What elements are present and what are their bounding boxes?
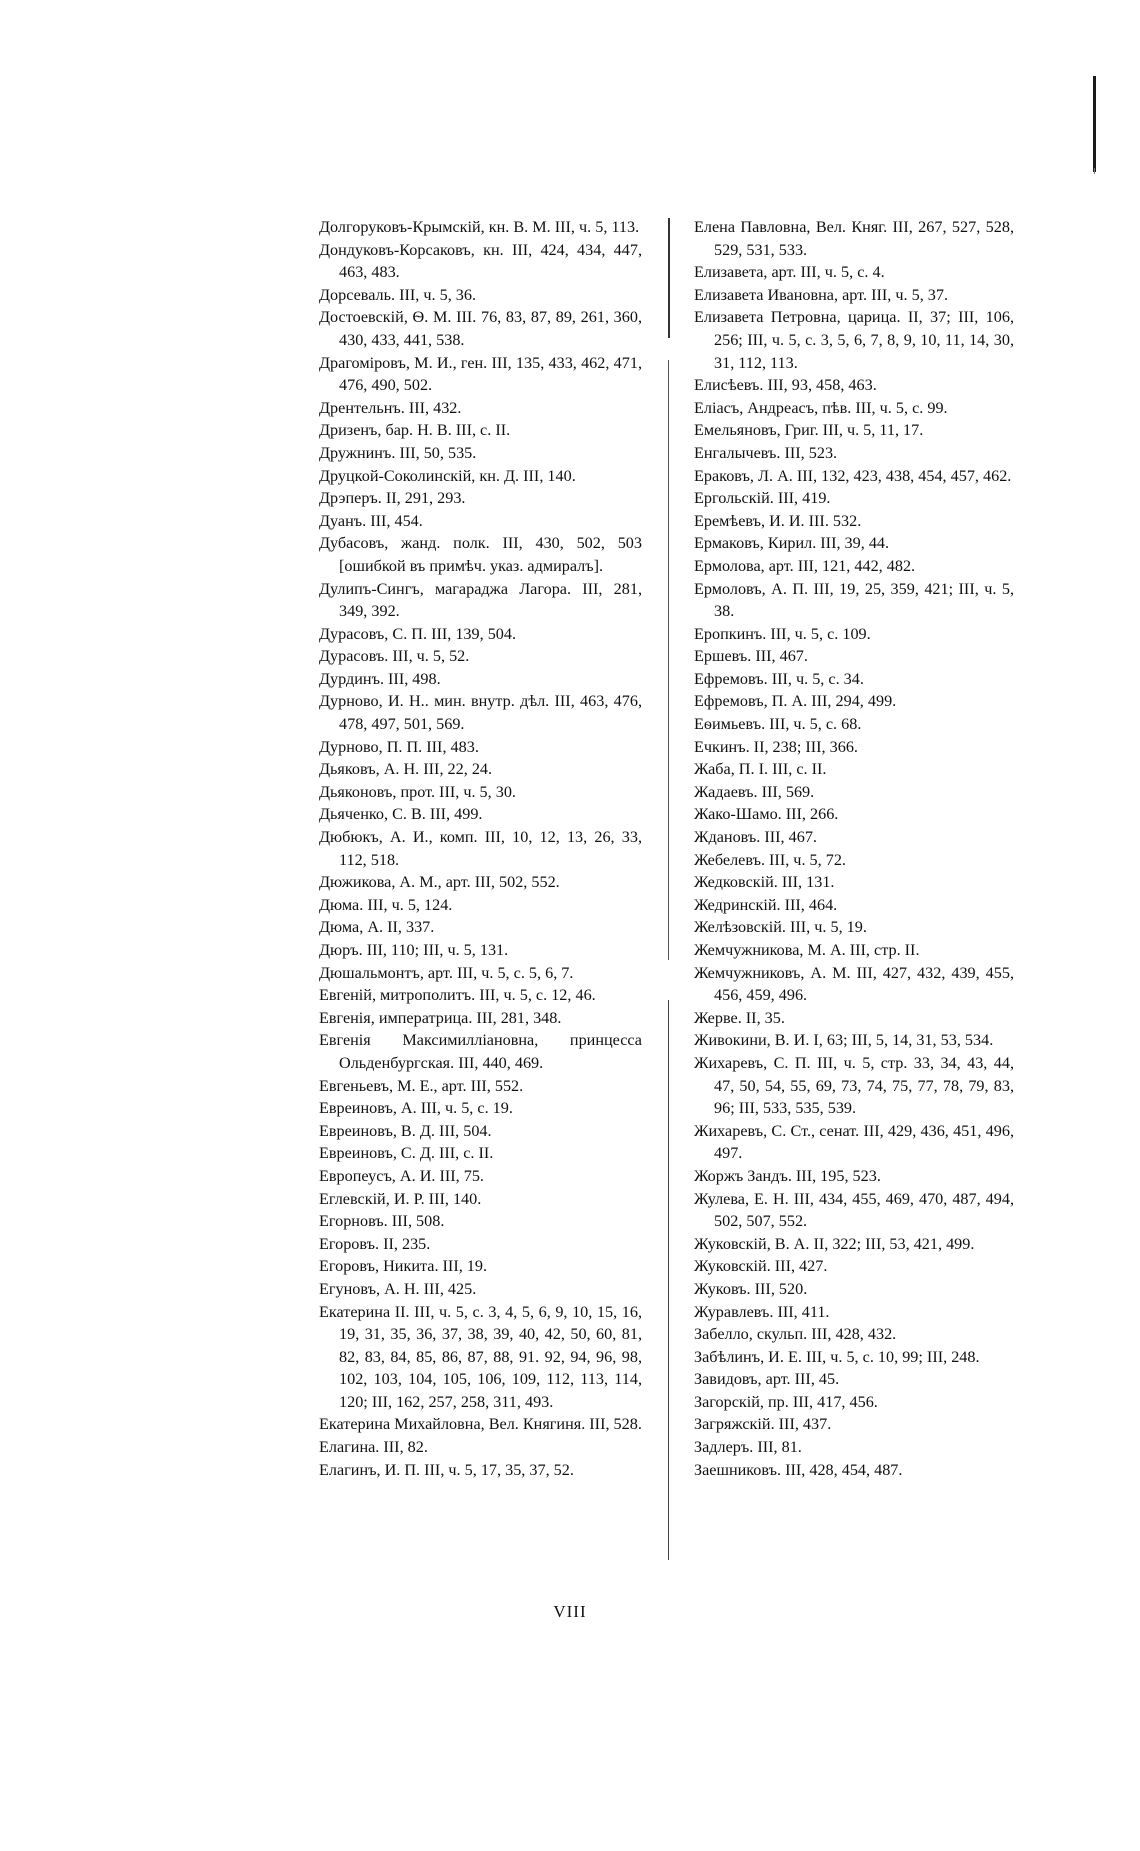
index-entry: Дьяченко, С. В. III, 499. bbox=[319, 805, 483, 824]
index-entry: Дюбюкъ, А. И., комп. III, 10, 12, 13, 26, 33, 112, 518. bbox=[319, 828, 642, 869]
index-entry: Егуновъ, А. Н. III, 425. bbox=[319, 1279, 477, 1298]
index-entry: Драгоміровъ, М. И., ген. III, 135, 433, 462, 471, 476, 490, 502. bbox=[319, 353, 642, 395]
index-entry: Жерве. II, 35. bbox=[694, 1008, 785, 1027]
index-entry: Евреиновъ, В. Д. III, 504. bbox=[319, 1121, 492, 1140]
index-entry: Дурново, И. Н.. мин. внутр. дѣл. III, 463, 476, 478, 497, 501, 569. bbox=[319, 692, 642, 734]
index-entry: Еропкинъ. III, ч. 5, с. 109. bbox=[694, 624, 871, 643]
index-entry: Ермолова, арт. III, 121, 442, 482. bbox=[694, 556, 916, 575]
index-entry: Желѣзовскій. III, ч. 5, 19. bbox=[694, 918, 867, 937]
index-entry: Елисѣевъ. III, 93, 458, 463. bbox=[694, 376, 877, 395]
index-entry: Жадаевъ. III, 569. bbox=[694, 782, 815, 801]
index-entry: Егоровъ. II, 235. bbox=[319, 1234, 431, 1253]
index-entry: Ечкинъ. II, 238; III, 366. bbox=[694, 737, 858, 756]
index-entry: Елизавета, арт. III, ч. 5, с. 4. bbox=[694, 263, 885, 282]
index-entry: Живокини, В. И. I, 63; III, 5, 14, 31, 53, 534. bbox=[694, 1031, 994, 1050]
index-entry: Журавлевъ. III, 411. bbox=[694, 1302, 830, 1321]
index-entry: Завидовъ, арт. III, 45. bbox=[694, 1370, 840, 1389]
index-entry: Еремѣевъ, И. И. III. 532. bbox=[694, 511, 862, 530]
index-entry: Дьяковъ, А. Н. III, 22, 24. bbox=[319, 760, 493, 779]
index-entry: Дюшальмонтъ, арт. III, ч. 5, с. 5, 6, 7. bbox=[319, 963, 574, 982]
index-entry: Елагинъ, И. П. III, ч. 5, 17, 35, 37, 52. bbox=[319, 1460, 574, 1479]
index-entry: Достоевскій, Ѳ. М. III. 76, 83, 87, 89, 261, 360, 430, 433, 441, 538. bbox=[319, 308, 642, 349]
index-entry: Ефремовъ. III, ч. 5, с. 34. bbox=[694, 669, 864, 688]
index-entry: Ераковъ, Л. А. III, 132, 423, 438, 454, 457, 462. bbox=[694, 466, 1012, 485]
index-entry: Евгенія Максимилліановна, принцесса Ольденбургская. III, 440, 469. bbox=[319, 1031, 642, 1072]
column-divider bbox=[668, 360, 669, 960]
page-edge-dot bbox=[1094, 168, 1095, 174]
index-entry: Егоровъ, Никита. III, 19. bbox=[319, 1257, 488, 1276]
index-entry: Дризенъ, бар. Н. В. III, с. II. bbox=[319, 421, 511, 440]
index-entry: Евреиновъ, С. Д. III, с. II. bbox=[319, 1144, 494, 1163]
index-entry: Дрентельнъ. III, 432. bbox=[319, 398, 462, 417]
index-entry: Дорсеваль. III, ч. 5, 36. bbox=[319, 285, 477, 304]
index-entry: Еліасъ, Андреасъ, пѣв. III, ч. 5, с. 99. bbox=[694, 398, 948, 417]
index-entry: Долгоруковъ-Крымскій, кн. В. М. III, ч. 5, 113. bbox=[319, 218, 640, 236]
index-entry: Забѣлинъ, И. Е. III, ч. 5, с. 10, 99; III, 248. bbox=[694, 1347, 980, 1366]
index-entry: Еглевскій, И. Р. III, 140. bbox=[319, 1189, 482, 1208]
index-entry: Жуковскій. III, 427. bbox=[694, 1257, 828, 1276]
index-entry: Дюръ. III, 110; III, ч. 5, 131. bbox=[319, 941, 509, 959]
index-entry: Жемчужниковъ, А. М. III, 427, 432, 439, 455, 456, 459, 496. bbox=[694, 963, 1014, 1005]
index-entry: Жуковскій, В. А. II, 322; III, 53, 421, 499. bbox=[694, 1234, 975, 1253]
index-entry: Евгеньевъ, М. Е., арт. III, 552. bbox=[319, 1076, 524, 1095]
index-entry: Друцкой-Соколинскій, кн. Д. III, 140. bbox=[319, 466, 576, 485]
index-entry: Дюма, А. II, 337. bbox=[319, 918, 435, 937]
index-entry: Дубасовъ, жанд. полк. III, 430, 502, 503 [ошибкой въ примѣч. указ. адмиралъ]. bbox=[319, 534, 642, 575]
page-edge-mark bbox=[1093, 76, 1096, 172]
index-entry: Дондуковъ-Корсаковъ, кн. III, 424, 434, 447, 463, 483. bbox=[319, 240, 642, 282]
index-entry: Еѳимьевъ. III, ч. 5, с. 68. bbox=[694, 715, 862, 734]
index-entry: Елизавета Ивановна, арт. III, ч. 5, 37. bbox=[694, 285, 949, 304]
index-entry: Ермаковъ, Кирил. III, 39, 44. bbox=[694, 534, 890, 553]
index-entry: Дюжикова, А. М., арт. III, 502, 552. bbox=[319, 873, 560, 892]
index-entry: Заешниковъ. III, 428, 454, 487. bbox=[694, 1460, 903, 1479]
index-entry: Евгенія, императрица. III, 281, 348. bbox=[319, 1008, 562, 1027]
index-entry: Екатерина II. III, ч. 5, с. 3, 4, 5, 6, 9, 10, 15, 16, 19, 31, 35, 36, 37, 38, 39, 40, 42, 50, 60, 81, 82, 83, 84, 85, 86, 87, 88, 91. 92, 94, 96, 98, 102, 103, 104, 105, 106, 109, 112, 113, 114, 120; III, 162, 257, 258, 311, 493. bbox=[319, 1302, 642, 1411]
index-entry: Ермоловъ, А. П. III, 19, 25, 359, 421; III, ч. 5, 38. bbox=[694, 579, 1014, 621]
index-entry: Егорновъ. III, 508. bbox=[319, 1212, 445, 1231]
index-entry: Емельяновъ, Григ. III, ч. 5, 11, 17. bbox=[694, 421, 924, 440]
index-entry: Дуанъ. III, 454. bbox=[319, 511, 423, 530]
index-entry: Дюма. III, ч. 5, 124. bbox=[319, 895, 453, 914]
index-entry: Енгалычевъ. III, 523. bbox=[694, 443, 838, 462]
index-entry: Загряжскій. III, 437. bbox=[694, 1415, 832, 1434]
page-number: VIII bbox=[553, 1602, 587, 1621]
index-entry: Елагина. III, 82. bbox=[319, 1438, 428, 1457]
index-entry: Дрэперъ. II, 291, 293. bbox=[319, 489, 466, 508]
index-entry: Дурново, П. П. III, 483. bbox=[319, 737, 479, 756]
index-entry: Ефремовъ, П. А. III, 294, 499. bbox=[694, 692, 897, 711]
index-entry: Забелло, скульп. III, 428, 432. bbox=[694, 1325, 897, 1344]
index-entry: Жихаревъ, С. Ст., сенат. III, 429, 436, 451, 496, 497. bbox=[694, 1121, 1014, 1163]
index-entry: Жоржъ Зандъ. III, 195, 523. bbox=[694, 1166, 881, 1185]
index-entry: Ергольскій. III, 419. bbox=[694, 489, 831, 508]
index-entry: Ершевъ. III, 467. bbox=[694, 647, 808, 666]
index-entry: Евреиновъ, А. III, ч. 5, с. 19. bbox=[319, 1099, 513, 1118]
index-entry: Елена Павловна, Вел. Княг. III, 267, 527, 528, 529, 531, 533. bbox=[694, 218, 1014, 259]
index-entry: Жако-Шамо. III, 266. bbox=[694, 805, 839, 824]
index-entry: Жедковскій. III, 131. bbox=[694, 873, 835, 892]
index-entry: Дулипъ-Сингъ, магараджа Лагора. III, 281, 349, 392. bbox=[319, 579, 642, 621]
index-entry: Ждановъ. III, 467. bbox=[694, 828, 817, 847]
index-entry: Европеусъ, А. И. III, 75. bbox=[319, 1166, 484, 1185]
index-entry: Жедринскій. III, 464. bbox=[694, 895, 838, 914]
index-column-left bbox=[319, 216, 642, 1481]
index-entry: Евгеній, митрополитъ. III, ч. 5, с. 12, 46. bbox=[319, 986, 596, 1005]
index-entry: Дружнинъ. III, 50, 535. bbox=[319, 443, 477, 462]
index-entry: Загорскій, пр. III, 417, 456. bbox=[694, 1392, 878, 1411]
index-entry: Жемчужникова, М. А. III, стр. II. bbox=[694, 941, 920, 959]
index-entry: Жуковъ. III, 520. bbox=[694, 1279, 808, 1298]
index-entry: Жаба, П. I. III, с. II. bbox=[694, 760, 827, 779]
index-entry: Екатерина Михайловна, Вел. Княгиня. III, 528. bbox=[319, 1415, 642, 1434]
index-entry: Елизавета Петровна, царица. II, 37; III, 106, 256; III, ч. 5, с. 3, 5, 6, 7, 8, 9, 10, 11, 14, 30, 31, 112, 113. bbox=[694, 308, 1014, 372]
index-entry: Задлеръ. III, 81. bbox=[694, 1438, 802, 1457]
index-column-right bbox=[694, 216, 1014, 1481]
index-entry: Дурасовъ. III, ч. 5, 52. bbox=[319, 647, 470, 666]
index-entry: Дурасовъ, С. П. III, 139, 504. bbox=[319, 624, 517, 643]
index-entry: Жихаревъ, С. П. III, ч. 5, стр. 33, 34, 43, 44, 47, 50, 54, 55, 69, 73, 74, 75, 77, 78, 79, 83, 96; III, 533, 535, 539. bbox=[694, 1053, 1014, 1118]
column-divider bbox=[668, 218, 670, 338]
index-entry: Жулева, Е. Н. III, 434, 455, 469, 470, 487, 494, 502, 507, 552. bbox=[694, 1189, 1014, 1231]
column-divider bbox=[668, 1000, 669, 1560]
index-entry: Дурдинъ. III, 498. bbox=[319, 669, 441, 688]
index-entry: Жебелевъ. III, ч. 5, 72. bbox=[694, 850, 846, 869]
index-entry: Дьяконовъ, прот. III, ч. 5, 30. bbox=[319, 782, 516, 801]
